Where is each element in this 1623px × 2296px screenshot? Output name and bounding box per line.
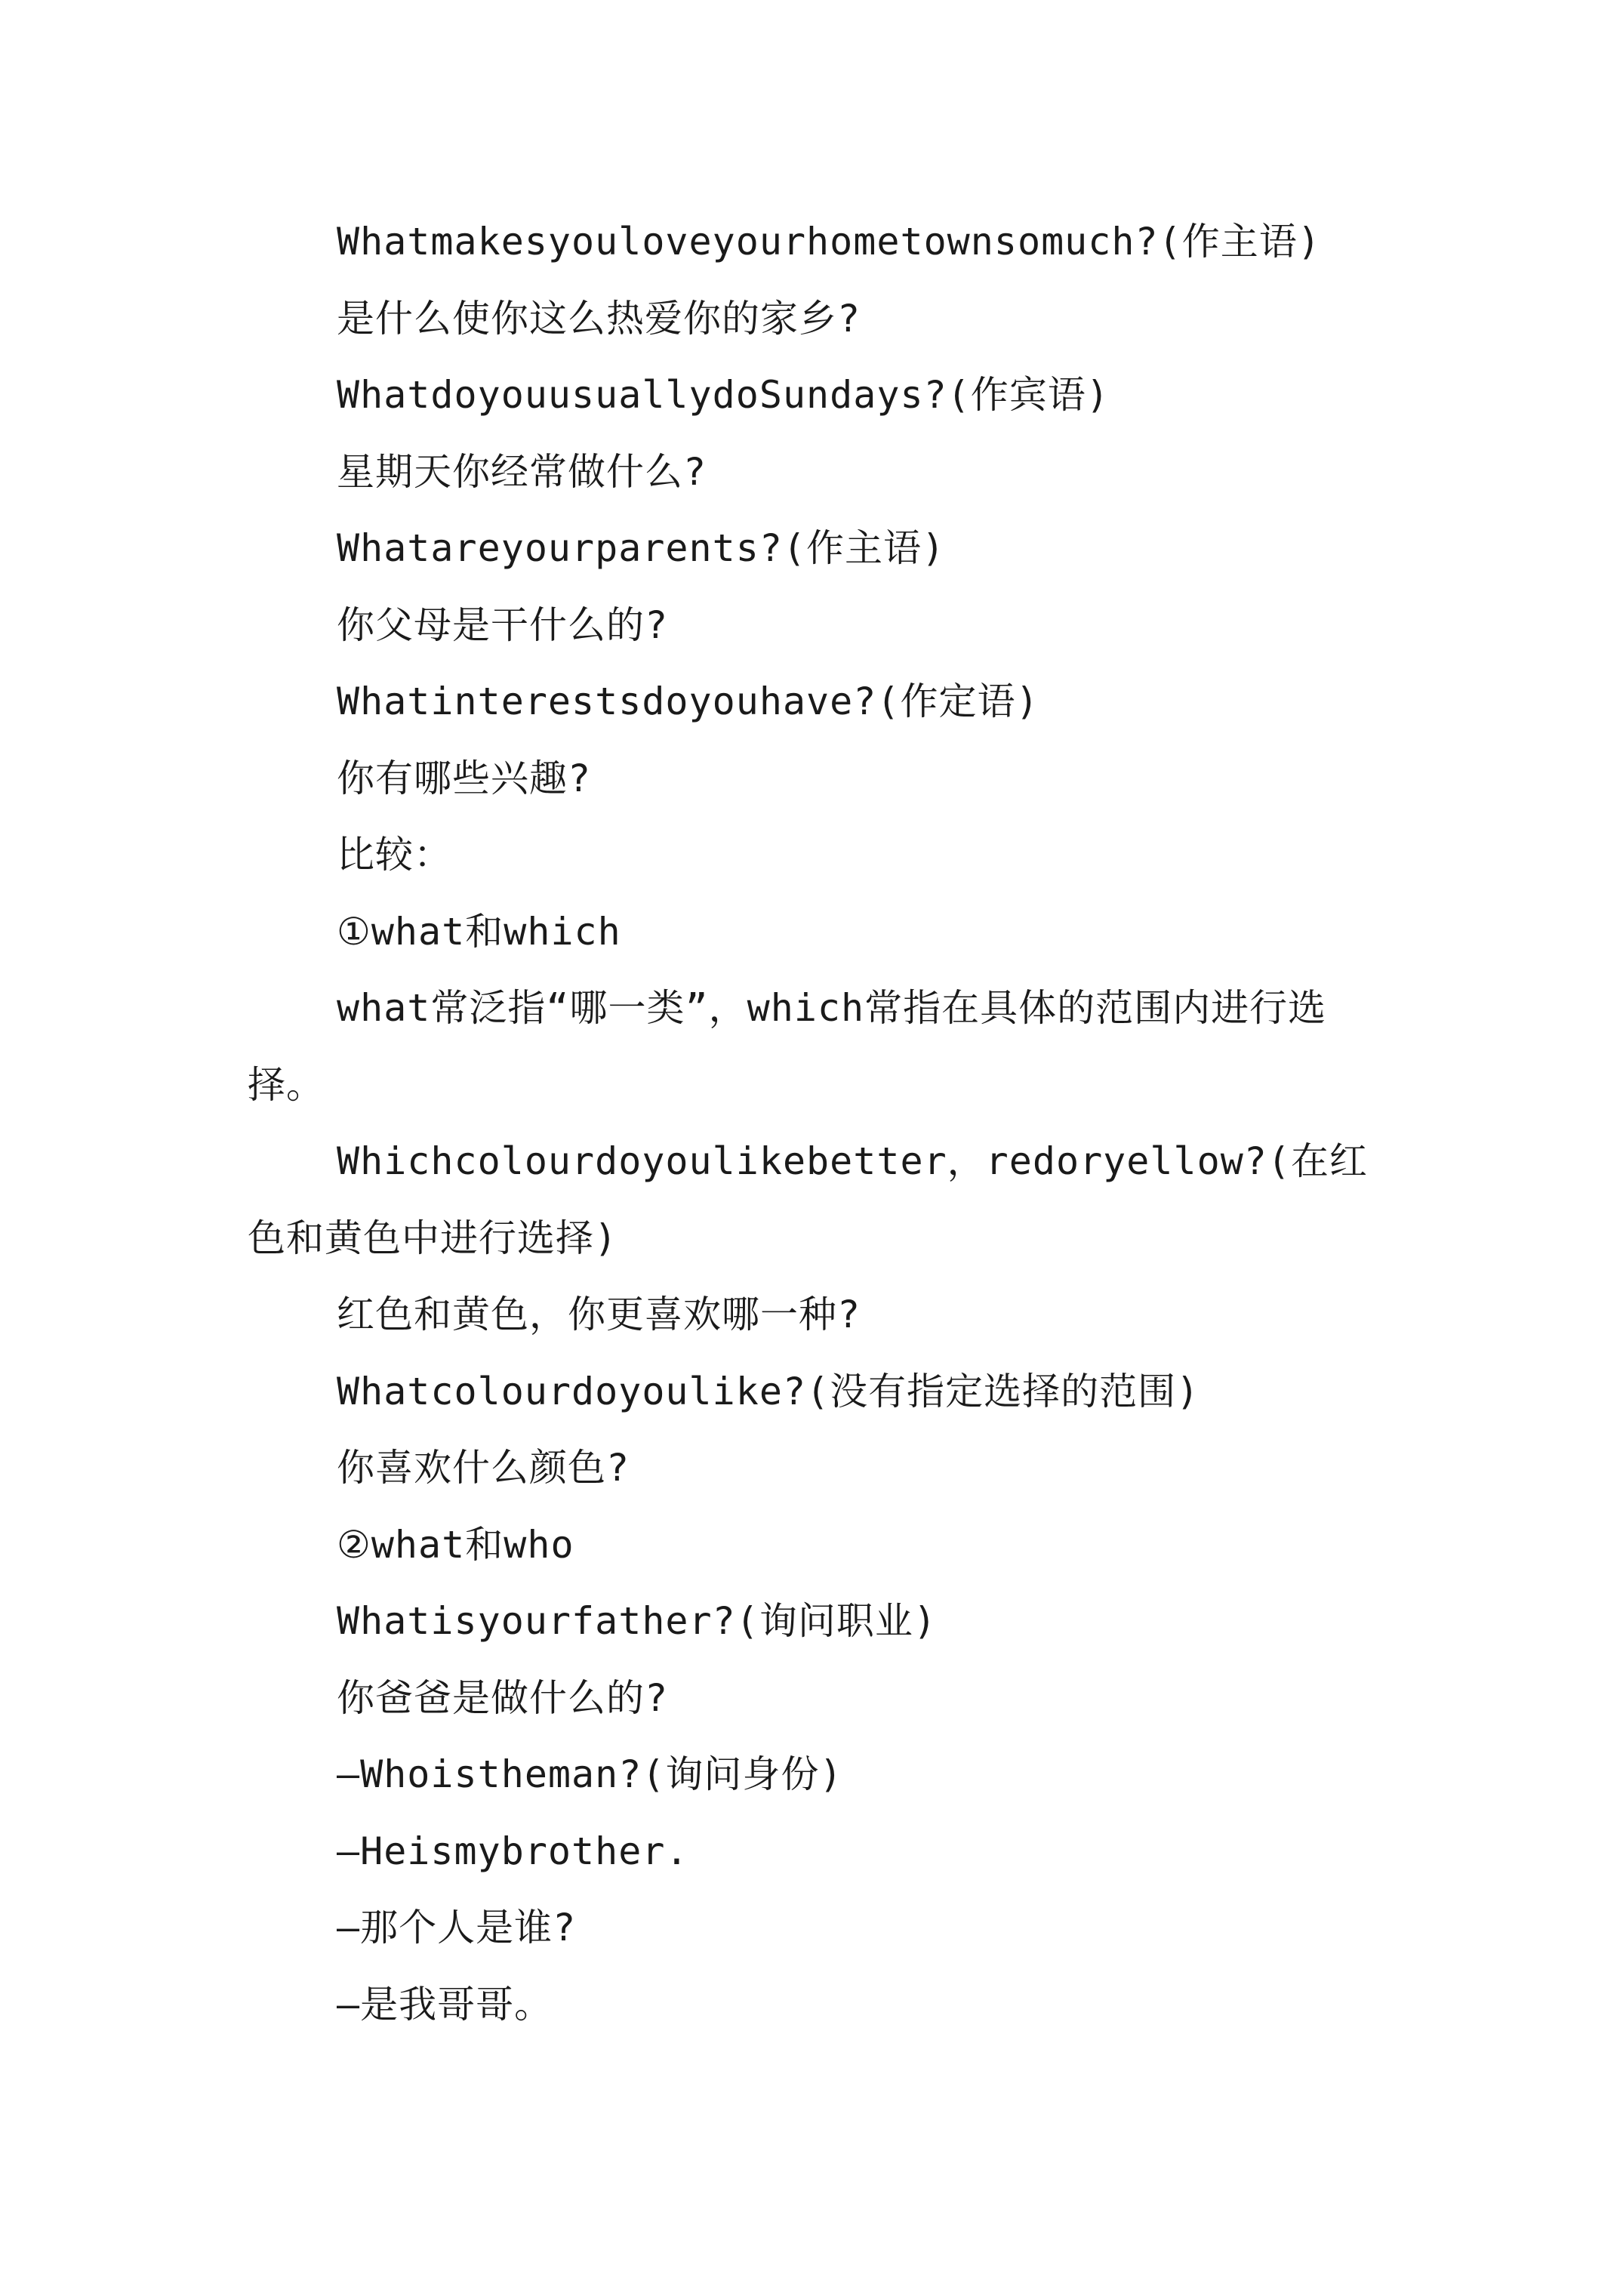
paragraph: —Heismybrother. <box>337 1829 689 1873</box>
paragraph: —是我哥哥。 <box>337 1982 553 2026</box>
paragraph: 比较： <box>337 833 452 877</box>
paragraph: what常泛指“哪一类”，which常指在具体的范围内进行选择。 <box>248 986 1327 1107</box>
paragraph: ①what和which <box>337 909 621 954</box>
document-body <box>248 204 1392 2043</box>
paragraph: 星期天你经常做什么? <box>337 449 707 494</box>
paragraph: —Whoistheman?(询问身份) <box>337 1752 843 1796</box>
paragraph: Whichcolourdoyoulikebetter，redoryellow?(在红色和黄色中进行选择) <box>248 1139 1368 1260</box>
paragraph: 你喜欢什么颜色? <box>337 1446 630 1490</box>
paragraph: Whatcolourdoyoulike?(没有指定选择的范围) <box>337 1369 1200 1413</box>
paragraph: 是什么使你这么热爱你的家乡? <box>337 296 861 341</box>
paragraph: Whatareyourparents?(作主语) <box>337 526 946 570</box>
paragraph: Whatinterestsdoyouhave?(作定语) <box>337 680 1039 723</box>
paragraph: WhatdoyouusuallydoSundays?(作宾语) <box>337 373 1110 417</box>
paragraph: 红色和黄色，你更喜欢哪一种? <box>337 1293 861 1336</box>
paragraph: —那个人是谁? <box>337 1906 577 1949</box>
paragraph: ②what和who <box>337 1522 574 1567</box>
paragraph: Whatisyourfather?(询问职业) <box>337 1599 937 1643</box>
paragraph: Whatmakesyouloveyourhometownsomuch?(作主语) <box>337 220 1321 264</box>
paragraph: 你爸爸是做什么的? <box>337 1675 669 1720</box>
paragraph: 你有哪些兴趣? <box>337 756 592 800</box>
paragraph: 你父母是干什么的? <box>337 603 669 647</box>
